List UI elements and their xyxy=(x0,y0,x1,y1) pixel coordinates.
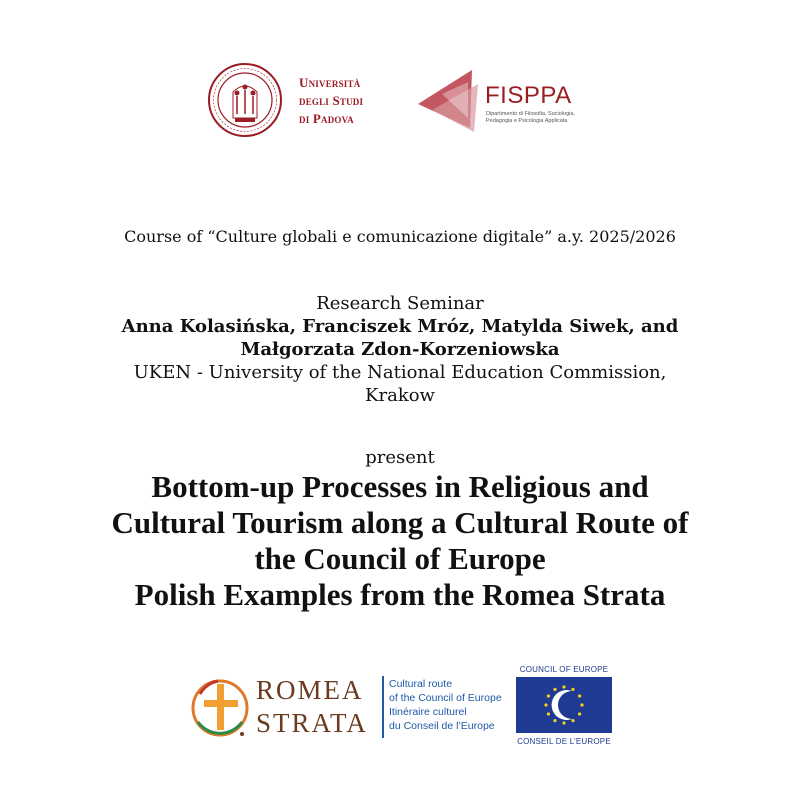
star-icon xyxy=(562,685,565,688)
star-icon xyxy=(553,688,556,691)
seminar-title xyxy=(40,469,760,613)
department-subtitle: Dipartimento di Filosofia, Sociologia, Pedagogia e Psicologia Applicata xyxy=(486,111,575,124)
present-label: present xyxy=(365,447,435,468)
romea-word: ROMEA xyxy=(256,675,364,705)
star-icon xyxy=(553,719,556,722)
strata-word: STRATA xyxy=(256,708,368,738)
university-name-line2: degli Studi xyxy=(299,93,364,108)
route-line4: du Conseil de l’Europe xyxy=(389,720,495,732)
authors-line2: Małgorzata Zdon-Korzeniowska xyxy=(240,339,560,360)
seminar-block xyxy=(40,292,760,407)
star-icon xyxy=(571,688,574,691)
title-line1: Bottom-up Processes in Religious and xyxy=(151,469,649,504)
star-icon xyxy=(547,712,550,715)
title-line2: Cultural Tourism along a Cultural Route of xyxy=(111,505,689,540)
star-icon xyxy=(544,703,547,706)
star-icon xyxy=(562,721,565,724)
affiliation-line1: UKEN - University of the National Education Commission, xyxy=(133,362,667,383)
university-name-line3: di Padova xyxy=(299,111,354,126)
cultural-route-text xyxy=(389,677,502,733)
star-icon xyxy=(571,719,574,722)
council-of-europe-logo-icon xyxy=(516,677,612,733)
university-name xyxy=(299,74,363,128)
title-line3: the Council of Europe xyxy=(254,541,546,576)
university-name-line1: Università xyxy=(299,75,361,90)
romea-strata-wordmark xyxy=(256,674,368,740)
star-icon xyxy=(578,694,581,697)
coe-name-fr: CONSEIL DE L’EUROPE xyxy=(517,737,611,746)
department-name: FISPPA xyxy=(485,82,572,109)
route-line3: Itinéraire culturel xyxy=(389,706,467,718)
university-seal-icon xyxy=(207,62,283,138)
affiliation-line2: Krakow xyxy=(365,385,435,406)
course-line: Course of “Culture globali e comunicazione digitale” a.y. 2025/2026 xyxy=(124,227,676,246)
seminar-label: Research Seminar xyxy=(316,293,484,314)
star-icon xyxy=(578,712,581,715)
route-line1: Cultural route xyxy=(389,678,453,690)
star-icon xyxy=(547,694,550,697)
star-icon xyxy=(580,703,583,706)
title-line4: Polish Examples from the Romea Strata xyxy=(134,577,666,612)
route-line2: of the Council of Europe xyxy=(389,692,502,704)
coe-name-en: COUNCIL OF EUROPE xyxy=(519,665,609,674)
divider xyxy=(382,676,384,738)
romea-strata-logo-icon xyxy=(190,672,252,742)
authors-line1: Anna Kolasińska, Franciszek Mróz, Matylda Siwek, and xyxy=(121,316,679,337)
